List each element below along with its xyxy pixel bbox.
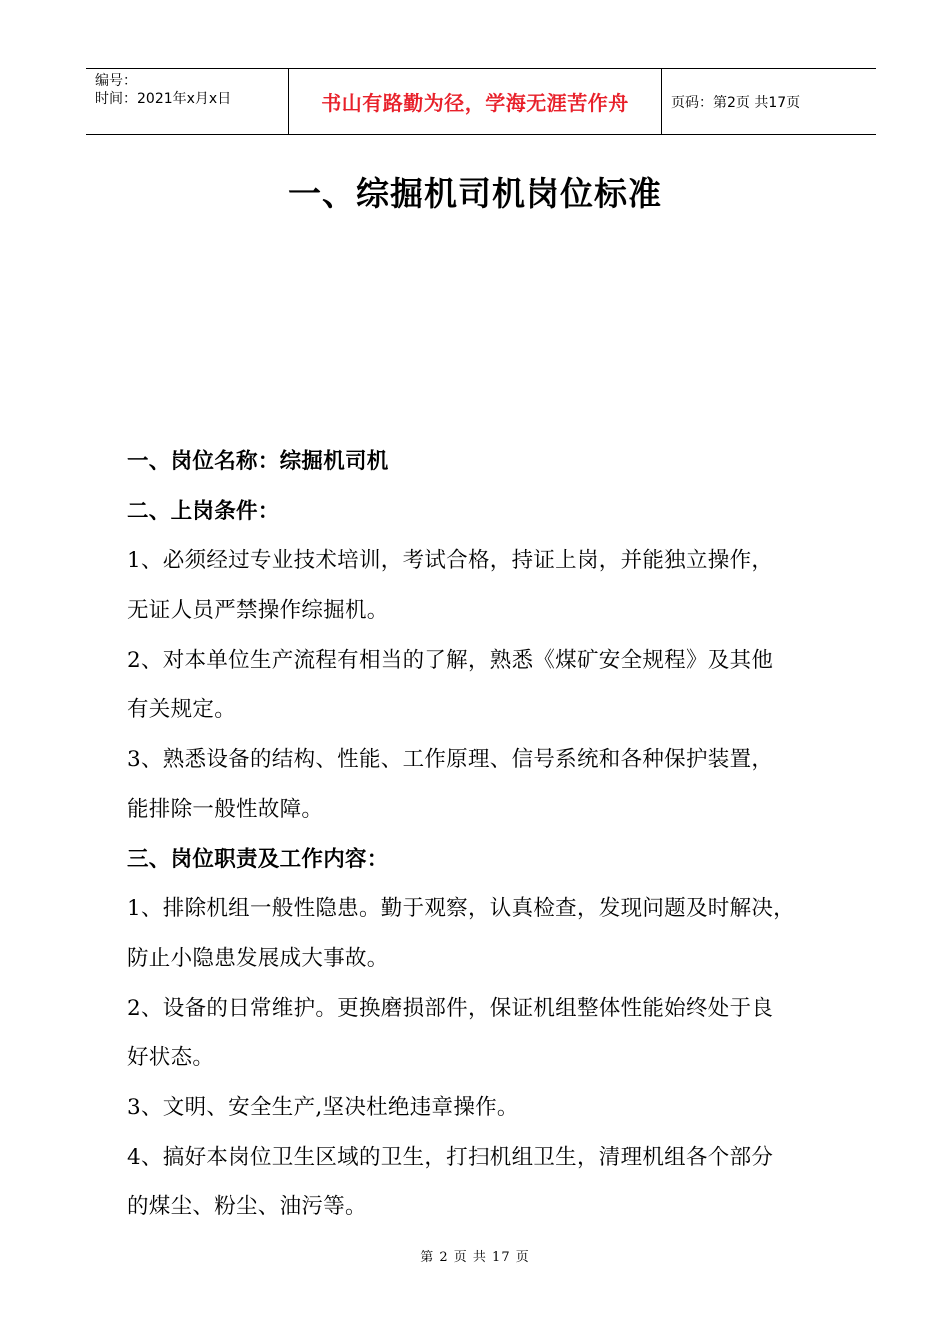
page-header	[86, 68, 876, 135]
body-line: 3、文明、安全生产,坚决杜绝违章操作。	[127, 1094, 519, 1120]
body-line: 能排除一般性故障。	[127, 796, 324, 822]
body-line: 2、对本单位生产流程有相当的了解，熟悉《煤矿安全规程》及其他	[127, 647, 774, 673]
page-footer: 第 2 页 共 17 页	[420, 1250, 530, 1265]
body-line: 1、排除机组一般性隐患。勤于观察，认真检查，发现问题及时解决，	[127, 896, 795, 922]
document-body	[127, 437, 839, 1232]
header-page-info: 页码：第2页 共17页	[671, 94, 801, 111]
header-time-label: 时间：2021年x月x日	[95, 91, 232, 107]
body-line: 防止小隐患发展成大事故。	[127, 945, 389, 971]
header-number-label: 编号：	[95, 73, 137, 89]
body-line: 1、必须经过专业技术培训，考试合格，持证上岗，并能独立操作，	[127, 548, 774, 574]
body-line: 无证人员严禁操作综掘机。	[127, 598, 389, 624]
body-line: 的煤尘、粉尘、油污等。	[127, 1194, 367, 1220]
body-line: 4、搞好本岗位卫生区域的卫生，打扫机组卫生，清理机组各个部分	[127, 1144, 774, 1170]
section-heading-duties: 三、岗位职责及工作内容：	[127, 846, 389, 872]
section-heading-requirements: 二、上岗条件：	[127, 498, 280, 524]
section-heading-post-name: 一、岗位名称：综掘机司机	[127, 449, 389, 474]
header-motto: 书山有路勤为径，学海无涯苦作舟	[321, 91, 629, 115]
header-motto-cell	[288, 69, 662, 134]
header-page-info-cell	[662, 69, 876, 134]
header-meta	[86, 69, 288, 134]
body-line: 有关规定。	[127, 697, 237, 723]
body-line: 好状态。	[127, 1045, 215, 1071]
document-title: 一、综掘机司机岗位标准	[288, 174, 662, 213]
body-line: 3、熟悉设备的结构、性能、工作原理、信号系统和各种保护装置，	[127, 747, 774, 773]
body-line: 2、设备的日常维护。更换磨损部件，保证机组整体性能始终处于良	[127, 995, 774, 1021]
